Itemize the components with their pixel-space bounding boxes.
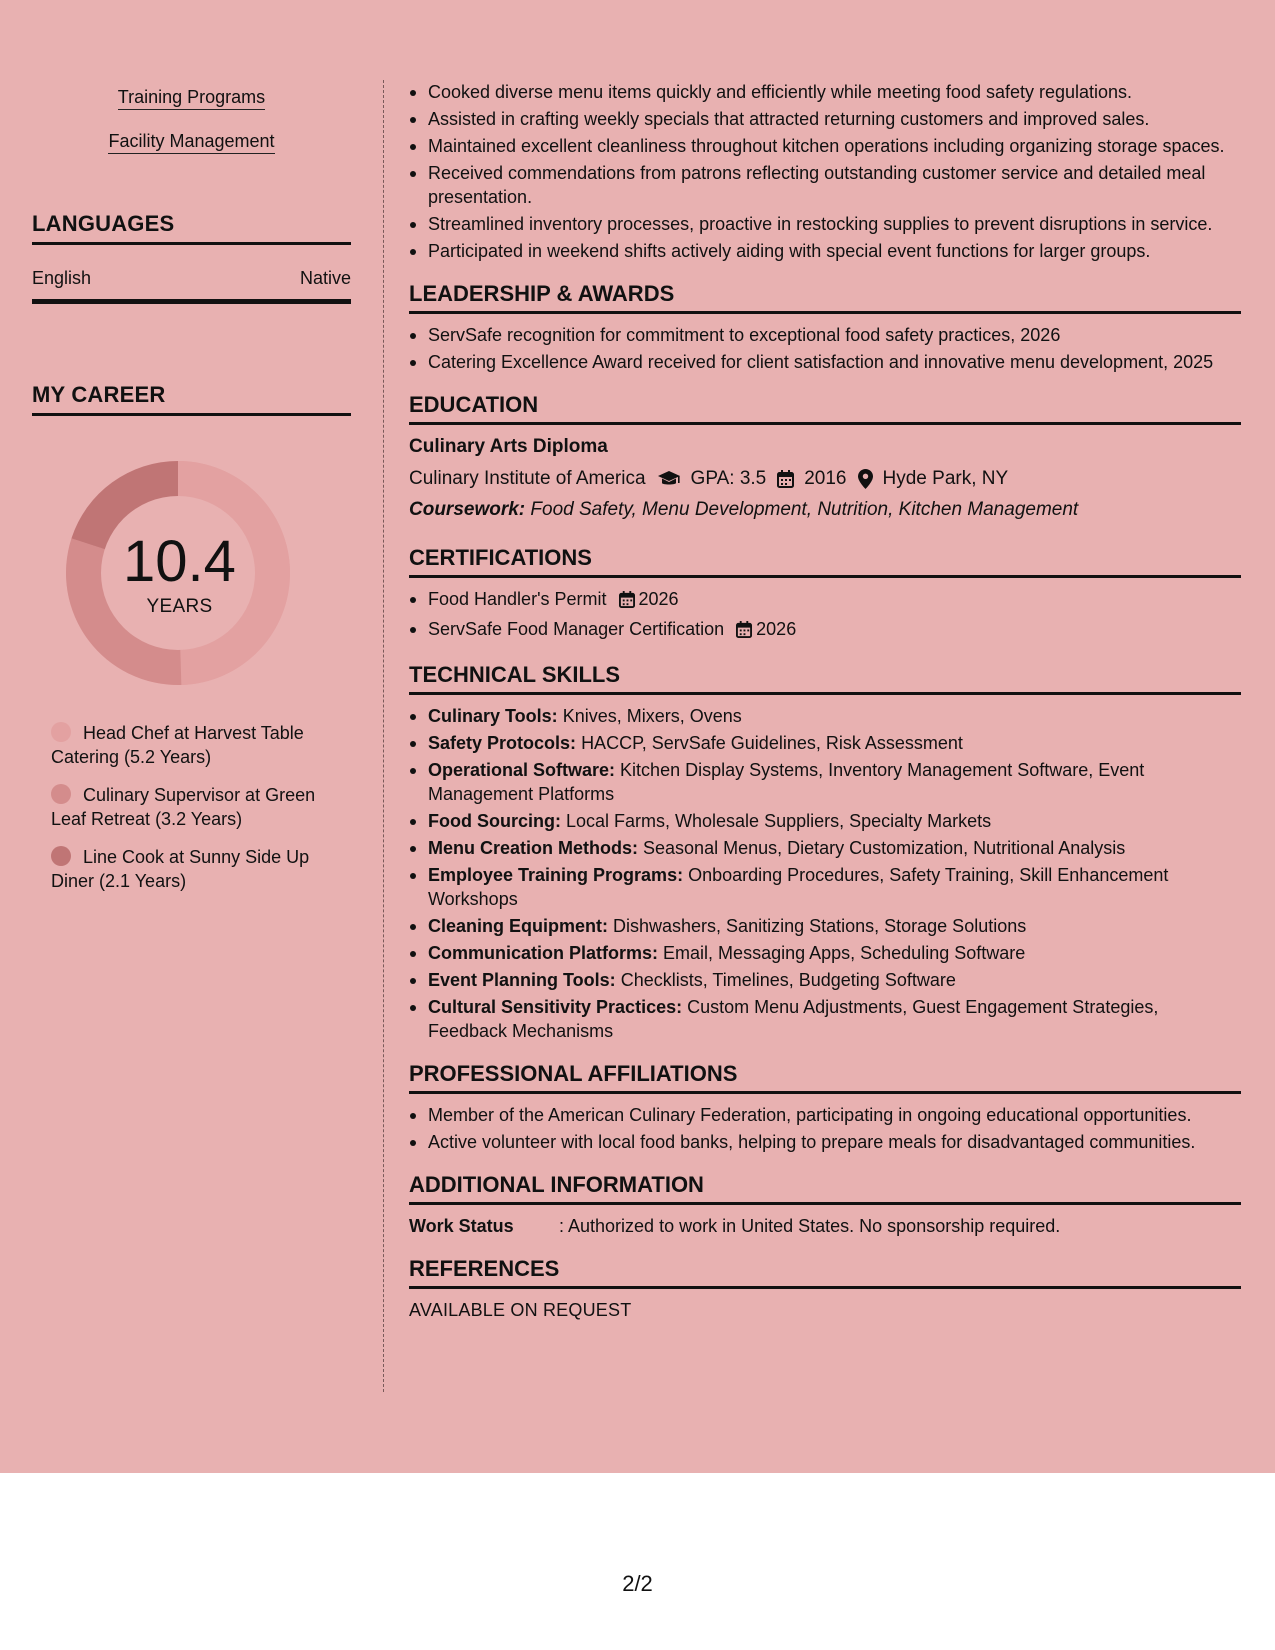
experience-bullet: Maintained excellent cleanliness throughout kitchen operations including organizing storage spaces.: [409, 134, 1241, 158]
skill-name: Safety Protocols:: [428, 733, 577, 753]
affiliation-item: Member of the American Culinary Federation, participating in ongoing educational opportunities.: [409, 1103, 1241, 1127]
career-heading: MY CAREER: [32, 382, 351, 416]
experience-bullet: Received commendations from patrons reflecting outstanding customer service and detailed meal presentation.: [409, 161, 1241, 209]
career-item-text: Culinary Supervisor at Green Leaf Retreat (3.2 Years): [51, 785, 316, 829]
skill-item: [409, 836, 1241, 860]
language-name: English: [32, 268, 92, 288]
experience-bullet: Participated in weekend shifts actively aiding with special event functions for larger groups.: [409, 239, 1241, 263]
skill-item: [409, 941, 1241, 965]
calendar-icon: [777, 470, 794, 488]
career-item-text: Line Cook at Sunny Side Up Diner (2.1 Years): [51, 847, 310, 891]
skill-item: [409, 914, 1241, 938]
skill-value: HACCP, ServSafe Guidelines, Risk Assessment: [581, 733, 963, 753]
additional-info-heading: ADDITIONAL INFORMATION: [409, 1172, 1241, 1205]
skill-name: Operational Software:: [428, 760, 616, 780]
skill-item: [409, 758, 1241, 806]
career-item: [51, 783, 341, 831]
skill-value: Kitchen Display Systems, Inventory Management Software, Event Management Platforms: [428, 760, 1145, 804]
calendar-icon: [619, 590, 635, 614]
legend-dot-icon: [51, 846, 71, 866]
graduation-cap-icon: [657, 470, 681, 488]
skill-value: Knives, Mixers, Ovens: [562, 706, 742, 726]
skill-links: [32, 86, 351, 174]
career-total-label: YEARS: [146, 596, 213, 617]
career-item: [51, 845, 341, 893]
affiliations-heading: PROFESSIONAL AFFILIATIONS: [409, 1061, 1241, 1094]
certification-name: ServSafe Food Manager Certification: [428, 619, 725, 639]
location-pin-icon: [858, 469, 873, 489]
education-degree: Culinary Arts Diploma: [409, 436, 608, 457]
skill-value: Seasonal Menus, Dietary Customization, Nutritional Analysis: [643, 838, 1126, 858]
experience-bullet: Assisted in crafting weekly specials that attracted returning customers and improved sales.: [409, 107, 1241, 131]
work-status-row: [409, 1214, 1241, 1238]
career-item: [51, 721, 341, 769]
education-location: Hyde Park, NY: [882, 468, 1009, 489]
skill-link-facility-management[interactable]: Facility Management: [108, 130, 274, 154]
skill-name: Food Sourcing:: [428, 811, 561, 831]
references-heading: REFERENCES: [409, 1256, 1241, 1289]
career-legend: [51, 721, 341, 907]
education-year: 2016: [804, 468, 847, 489]
work-status-value: : Authorized to work in United States. No sponsorship required.: [559, 1216, 1061, 1236]
work-status-label: Work Status: [409, 1216, 514, 1236]
career-item-text: Head Chef at Harvest Table Catering (5.2 Years): [51, 723, 304, 767]
skill-name: Event Planning Tools:: [428, 970, 616, 990]
coursework-text: Food Safety, Menu Development, Nutrition, Kitchen Management: [530, 499, 1079, 520]
skill-name: Cultural Sensitivity Practices:: [428, 997, 683, 1017]
languages-heading: LANGUAGES: [32, 211, 351, 245]
skill-name: Menu Creation Methods:: [428, 838, 638, 858]
certification-name: Food Handler's Permit: [428, 589, 607, 609]
calendar-icon: [736, 620, 752, 644]
technical-skills-list: [409, 704, 1241, 1043]
career-total-years: 10.4: [123, 529, 236, 594]
certification-year: 2026: [756, 619, 797, 639]
skill-value: Onboarding Procedures, Safety Training, Skill Enhancement Workshops: [428, 865, 1169, 909]
education-school: Culinary Institute of America: [409, 468, 646, 489]
skill-value: Local Farms, Wholesale Suppliers, Specialty Markets: [566, 811, 992, 831]
experience-bullet: Streamlined inventory processes, proactive in restocking supplies to prevent disruptions in service.: [409, 212, 1241, 236]
coursework-label: Coursework:: [409, 499, 526, 520]
certification-item: [409, 617, 1241, 644]
leadership-heading: LEADERSHIP & AWARDS: [409, 281, 1241, 314]
skill-name: Culinary Tools:: [428, 706, 558, 726]
experience-bullet: Cooked diverse menu items quickly and efficiently while meeting food safety regulations.: [409, 80, 1241, 104]
certifications-list: [409, 587, 1241, 644]
education-details: [409, 466, 1241, 492]
skill-item: [409, 704, 1241, 728]
leadership-item: ServSafe recognition for commitment to exceptional food safety practices, 2026: [409, 323, 1241, 347]
skill-name: Communication Platforms:: [428, 943, 659, 963]
skill-value: Checklists, Timelines, Budgeting Software: [620, 970, 956, 990]
education-heading: EDUCATION: [409, 392, 1241, 425]
skill-link-training-programs[interactable]: Training Programs: [118, 86, 265, 110]
technical-skills-heading: TECHNICAL SKILLS: [409, 662, 1241, 695]
language-row: [32, 268, 351, 304]
affiliations-list: [409, 1103, 1241, 1154]
skill-value: Dishwashers, Sanitizing Stations, Storage Solutions: [613, 916, 1027, 936]
skill-value: Custom Menu Adjustments, Guest Engagement Strategies, Feedback Mechanisms: [428, 997, 1159, 1041]
certification-item: [409, 587, 1241, 614]
skill-name: Cleaning Equipment:: [428, 916, 608, 936]
affiliation-item: Active volunteer with local food banks, helping to prepare meals for disadvantaged communities.: [409, 1130, 1241, 1154]
page-number: 2/2: [622, 1571, 653, 1596]
legend-dot-icon: [51, 784, 71, 804]
skill-name: Employee Training Programs:: [428, 865, 684, 885]
education-coursework: [409, 497, 1241, 523]
experience-bullets: [409, 80, 1241, 263]
skill-item: [409, 731, 1241, 755]
leadership-list: [409, 323, 1241, 374]
column-divider: [383, 80, 384, 1392]
skill-item: [409, 863, 1241, 911]
certification-year: 2026: [638, 589, 679, 609]
references-text: AVAILABLE ON REQUEST: [409, 1300, 632, 1320]
skill-item: [409, 809, 1241, 833]
right-column: [409, 80, 1241, 1322]
certifications-heading: CERTIFICATIONS: [409, 545, 1241, 578]
leadership-item: Catering Excellence Award received for client satisfaction and innovative menu development, 2025: [409, 350, 1241, 374]
skill-item: [409, 968, 1241, 992]
skill-value: Email, Messaging Apps, Scheduling Software: [663, 943, 1026, 963]
education-gpa: GPA: 3.5: [690, 468, 767, 489]
skill-item: [409, 995, 1241, 1043]
language-level: Native: [299, 268, 351, 288]
legend-dot-icon: [51, 722, 71, 742]
